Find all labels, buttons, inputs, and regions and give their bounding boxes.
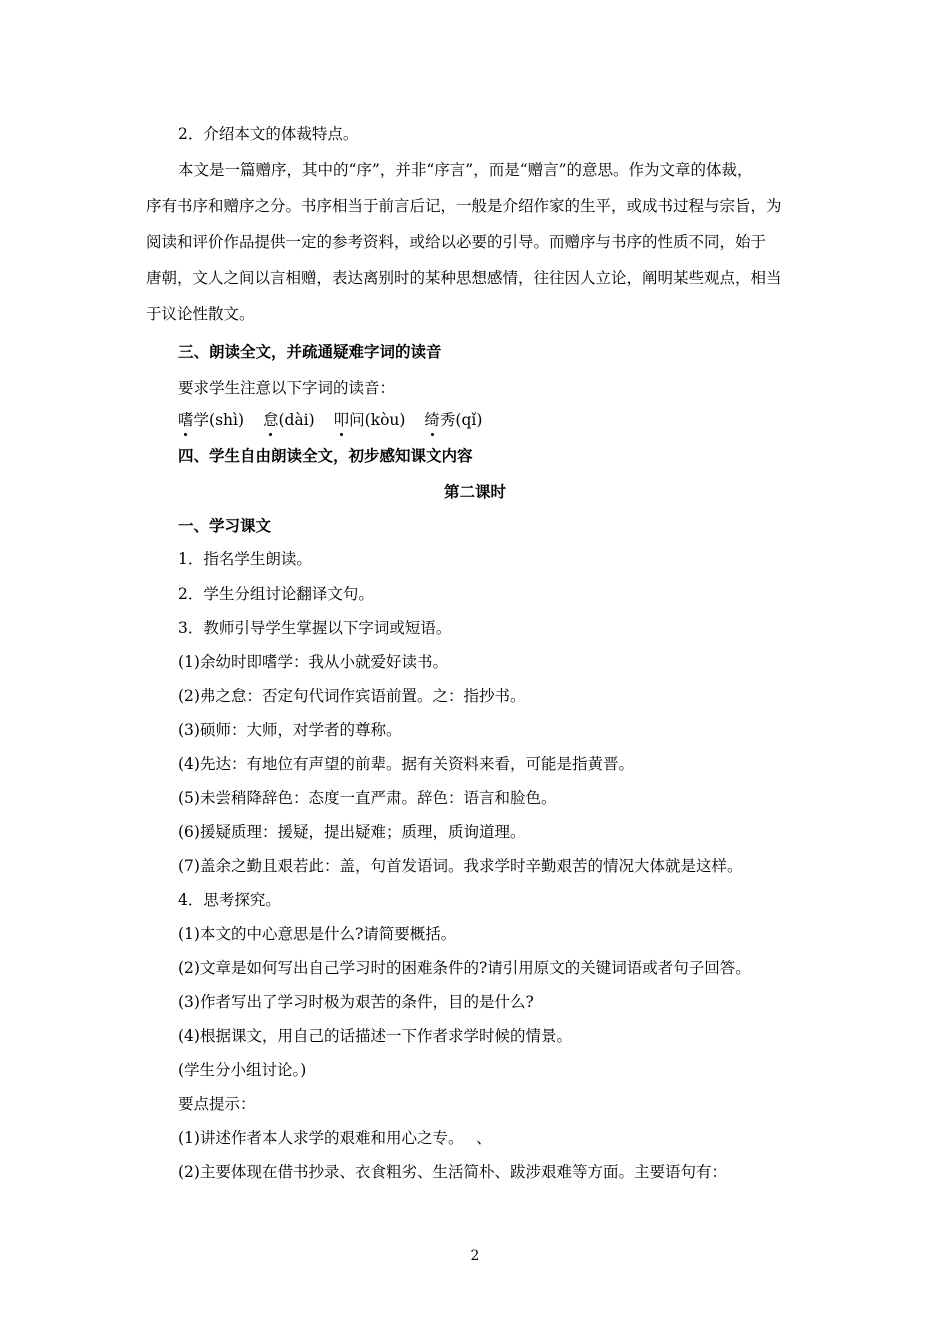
list-item: (1)余幼时即嗜学：我从小就爱好读书。 — [178, 653, 448, 671]
paragraph-line: 于议论性散文。 — [146, 305, 255, 323]
page-number: 2 — [470, 1248, 480, 1264]
list-item: (2)文章是如何写出自己学习时的困难条件的?请引用原文的关键词语或者句子回答。 — [178, 959, 751, 977]
reading-words-row — [178, 410, 496, 430]
list-item: (4)先达：有地位有声望的前辈。据有关资料来看，可能是指黄晋。 — [178, 755, 634, 773]
reading-word-4: 绮秀(qǐ) — [424, 411, 483, 429]
list-item: (2)弗之怠：否定句代词作宾语前置。之：指抄书。 — [178, 687, 526, 705]
reading-word-3: 叩问(kòu) — [333, 411, 406, 429]
list-item: (7)盖余之勤且艰若此：盖，句首发语词。我求学时辛勤艰苦的情况大体就是这样。 — [178, 857, 743, 875]
list-item: 4．思考探究。 — [178, 891, 281, 909]
list-item: 1．指名学生朗读。 — [178, 550, 312, 568]
section-heading-1: 一、学习课文 — [178, 516, 272, 535]
list-item: (4)根据课文，用自己的话描述一下作者求学时候的情景。 — [178, 1027, 572, 1045]
paragraph-line: 本文是一篇赠序，其中的“序”，并非“序言”，而是“赠言”的意思。作为文章的体裁， — [178, 161, 753, 179]
list-item: 要点提示： — [178, 1095, 256, 1113]
lesson-title: 第二课时 — [443, 482, 506, 501]
list-item: (3)作者写出了学习时极为艰苦的条件，目的是什么? — [178, 993, 534, 1011]
list-item: (6)援疑质理：援疑，提出疑难；质理，质询道理。 — [178, 823, 526, 841]
list-item: (2)主要体现在借书抄录、衣食粗劣、生活简朴、跋涉艰难等方面。主要语句有： — [178, 1163, 727, 1181]
paragraph-2-heading: 2．介绍本文的体裁特点。 — [178, 125, 359, 143]
section-heading-3: 三、朗读全文，并疏通疑难字词的读音 — [178, 342, 442, 361]
list-item: (学生分小组讨论。) — [178, 1061, 307, 1079]
instruction-text: 要求学生注意以下字词的读音： — [178, 379, 396, 397]
reading-word-1: 嗜学(shì) — [178, 411, 245, 429]
paragraph-line: 唐朝，文人之间以言相赠，表达离别时的某种思想感情，往往因人立论，阐明某些观点，相当 — [146, 269, 782, 287]
section-heading-4: 四、学生自由朗读全文，初步感知课文内容 — [178, 446, 473, 465]
list-item: (5)未尝稍降辞色：态度一直严肃。辞色：语言和脸色。 — [178, 789, 557, 807]
list-item: 3．教师引导学生掌握以下字词或短语。 — [178, 619, 452, 637]
list-item: (3)硕师：大师，对学者的尊称。 — [178, 721, 402, 739]
list-item: 2．学生分组讨论翻译文句。 — [178, 585, 374, 603]
paragraph-line: 阅读和评价作品提供一定的参考资料，或给以必要的引导。而赠序与书序的性质不同，始于 — [146, 233, 767, 251]
list-item: (1)讲述作者本人求学的艰难和用心之专。 、 — [178, 1129, 492, 1147]
reading-word-2: 怠(dài) — [262, 411, 315, 429]
list-item: (1)本文的中心意思是什么?请简要概括。 — [178, 925, 457, 943]
paragraph-line: 序有书序和赠序之分。书序相当于前言后记，一般是介绍作家的生平，或成书过程与宗旨，为 — [146, 197, 782, 215]
